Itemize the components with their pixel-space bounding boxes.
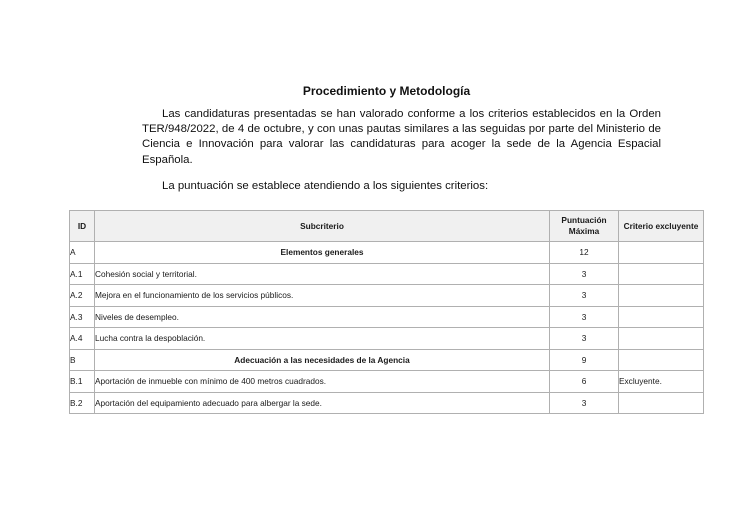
table-row [70,349,704,371]
table-row [70,263,704,285]
row-puntuacion: 6 [550,371,619,393]
table-row [70,285,704,307]
row-excluyente [619,328,704,350]
row-subcriterio: Cohesión social y territorial. [95,263,550,285]
row-puntuacion: 3 [550,285,619,307]
row-puntuacion: 3 [550,263,619,285]
criteria-table [69,210,704,414]
row-puntuacion: 3 [550,306,619,328]
table-row [70,371,704,393]
criteria-intro-line: La puntuación se establece atendiendo a los siguientes criterios: [162,180,489,192]
row-id: B [70,349,95,371]
row-puntuacion: 12 [550,242,619,264]
row-subcriterio: Adecuación a las necesidades de la Agencia [95,349,550,371]
page-title: Procedimiento y Metodología [302,84,471,98]
row-excluyente [619,263,704,285]
row-excluyente [619,306,704,328]
row-subcriterio: Aportación de inmueble con mínimo de 400 metros cuadrados. [95,371,550,393]
row-puntuacion: 3 [550,328,619,350]
row-excluyente [619,285,704,307]
row-id: B.1 [70,371,95,393]
row-id: B.2 [70,392,95,414]
table-row [70,392,704,414]
table-row [70,306,704,328]
row-subcriterio: Aportación del equipamiento adecuado para albergar la sede. [95,392,550,414]
row-subcriterio: Elementos generales [95,242,550,264]
col-header-criterio-excluyente: Criterio excluyente [619,211,704,242]
row-id: A [70,242,95,264]
row-id: A.1 [70,263,95,285]
row-subcriterio: Mejora en el funcionamiento de los servicios públicos. [95,285,550,307]
row-excluyente [619,392,704,414]
row-id: A.4 [70,328,95,350]
row-subcriterio: Lucha contra la despoblación. [95,328,550,350]
row-excluyente [619,242,704,264]
table-row [70,242,704,264]
col-header-puntuacion-maxima: Puntuación Máxima [550,211,619,242]
table-row [70,328,704,350]
row-excluyente: Excluyente. [619,371,704,393]
col-header-subcriterio: Subcriterio [95,211,550,242]
row-puntuacion: 3 [550,392,619,414]
row-id: A.2 [70,285,95,307]
table-header-row [70,211,704,242]
row-id: A.3 [70,306,95,328]
row-excluyente [619,349,704,371]
col-header-id: ID [70,211,95,242]
row-subcriterio: Niveles de desempleo. [95,306,550,328]
row-puntuacion: 9 [550,349,619,371]
intro-paragraph: Las candidaturas presentadas se han valorado conforme a los criterios establecidos en la Orden TER/948/2022, de 4 de octubre, y con unas pautas similares a las seguidas por parte del Ministerio de Ciencia e Innovación para valorar las candidaturas para acoger la sede de la Agencia Espacial Española. [142,108,661,166]
